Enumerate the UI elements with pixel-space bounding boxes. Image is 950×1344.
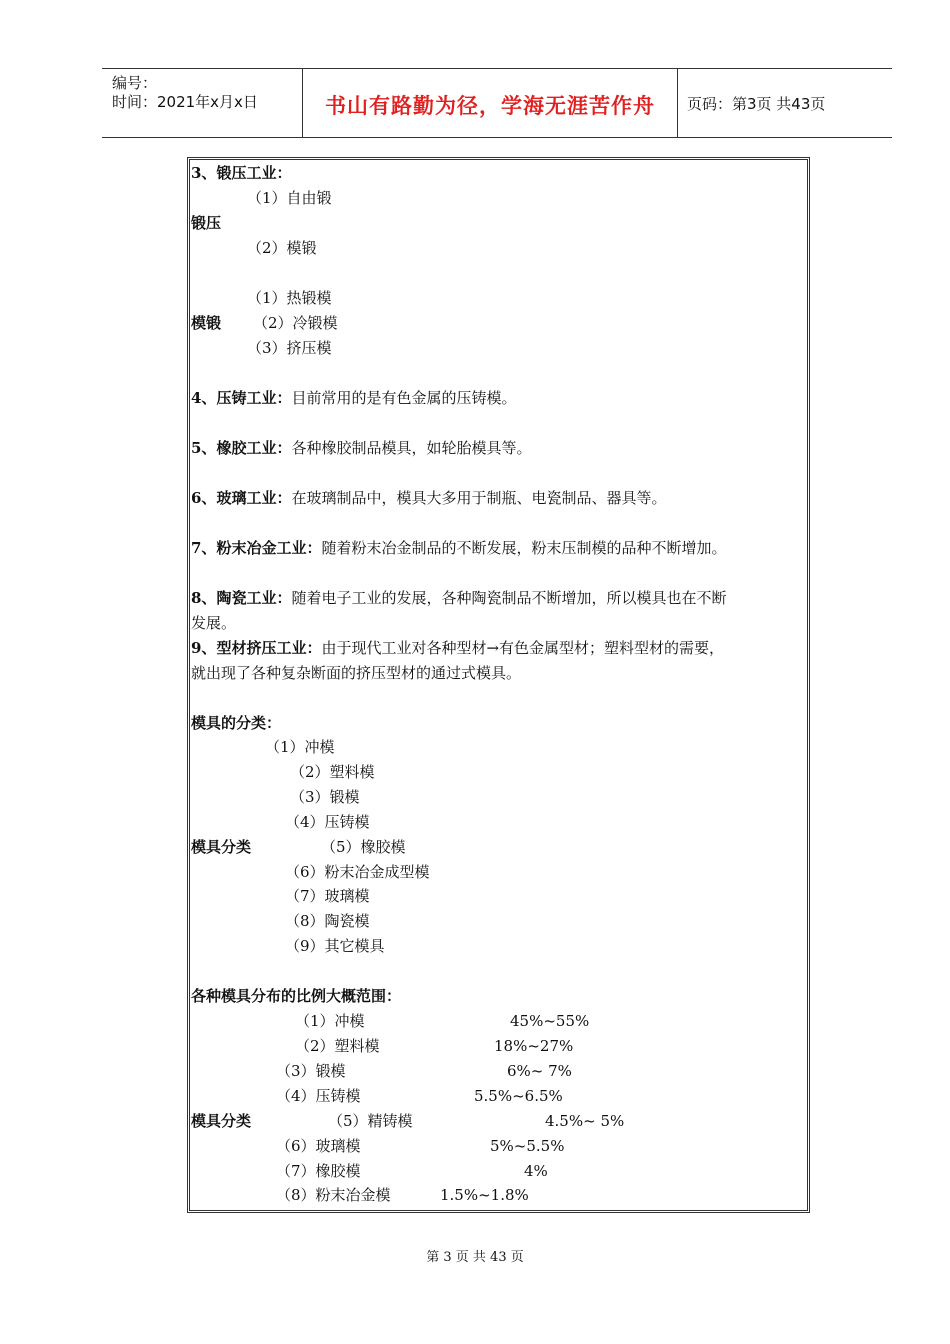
distribution-name: （8）粉末冶金模: [276, 1186, 391, 1204]
industry-text-cont: 就出现了各种复杂断面的挤压型材的通过式模具。: [191, 664, 522, 682]
classification-title: 模具的分类：: [191, 714, 282, 732]
industry-title: 玻璃工业：: [216, 489, 292, 507]
distribution-label: 模具分类: [191, 1112, 252, 1130]
distribution-title: 各种模具分布的比例大概范围：: [191, 987, 402, 1005]
industry-num: 9、: [191, 639, 217, 657]
distribution-pct: 4.5%~ 5%: [545, 1112, 625, 1130]
distribution-name: （2）塑料模: [295, 1037, 380, 1055]
classification-item: （1）冲模: [265, 738, 335, 756]
distribution-pct: 18%~27%: [494, 1037, 574, 1055]
industry-num: 8、: [191, 589, 217, 607]
distribution-pct: 5%~5.5%: [490, 1137, 565, 1155]
industry-num: 7、: [191, 539, 217, 557]
classification-item: （2）塑料模: [290, 763, 375, 781]
forging-die: （2）模锻: [247, 239, 317, 257]
classification-item: （4）压铸模: [285, 813, 370, 831]
motto: 书山有路勤为径，学海无涯苦作舟: [325, 94, 655, 118]
forging-heading-num: 3、: [191, 164, 217, 182]
industry-text: 由于现代工业对各种型材→有色金属型材；塑料型材的需要，: [321, 639, 725, 657]
classification-item: （5）橡胶模: [321, 838, 406, 856]
forging-free: （1）自由锻: [247, 189, 332, 207]
industry-num: 4、: [191, 389, 217, 407]
distribution-name: （3）锻模: [276, 1062, 346, 1080]
industry-title: 陶瓷工业：: [216, 589, 292, 607]
industry-title: 压铸工业：: [216, 389, 292, 407]
forging-heading-title: 锻压工业：: [216, 164, 292, 182]
distribution-name: （5）精铸模: [328, 1112, 413, 1130]
forging-cold: （2）冷锻模: [253, 314, 338, 332]
die-forging-label: 模锻: [191, 314, 222, 332]
classification-item: （3）锻模: [290, 788, 360, 806]
distribution-pct: 5.5%~6.5%: [474, 1087, 563, 1105]
industry-text: 在玻璃制品中，模具大多用于制瓶、电瓷制品、器具等。: [291, 489, 667, 507]
page-header: [102, 68, 892, 138]
page-footer: 第 3 页 共 43 页: [426, 1250, 524, 1265]
industry-num: 6、: [191, 489, 217, 507]
header-page-cell: [677, 69, 892, 137]
distribution-pct: 45%~55%: [510, 1012, 590, 1030]
header-motto-cell: [302, 69, 678, 137]
time-line: 时间：2021年x月x日: [112, 93, 258, 111]
industry-item: [191, 588, 726, 608]
classification-item: （8）陶瓷模: [285, 912, 370, 930]
distribution-name: （7）橡胶模: [276, 1162, 361, 1180]
distribution-pct: 4%: [524, 1162, 548, 1180]
industry-item: [191, 438, 531, 458]
forging-hot: （1）热锻模: [247, 289, 332, 307]
industry-text: 目前常用的是有色金属的压铸模。: [291, 389, 517, 407]
forging-heading: [191, 163, 291, 183]
classification-item: （7）玻璃模: [285, 887, 370, 905]
industry-title: 橡胶工业：: [216, 439, 292, 457]
distribution-name: （4）压铸模: [276, 1087, 361, 1105]
industry-text: 各种橡胶制品模具，如轮胎模具等。: [291, 439, 532, 457]
forging-extrude: （3）挤压模: [247, 339, 332, 357]
number-label: 编号：: [112, 74, 158, 92]
forging-label: 锻压: [191, 214, 222, 232]
industry-text: 随着电子工业的发展，各种陶瓷制品不断增加，所以模具也在不断: [291, 589, 727, 607]
distribution-name: （1）冲模: [295, 1012, 365, 1030]
distribution-pct: 6%~ 7%: [507, 1062, 572, 1080]
classification-item: （6）粉末冶金成型模: [285, 863, 430, 881]
industry-title: 粉末冶金工业：: [216, 539, 322, 557]
distribution-name: （6）玻璃模: [276, 1137, 361, 1155]
industry-item: [191, 388, 516, 408]
distribution-pct: 1.5%~1.8%: [440, 1186, 529, 1204]
industry-text: 随着粉末冶金制品的不断发展，粉末压制模的品种不断增加。: [321, 539, 727, 557]
classification-label: 模具分类: [191, 838, 252, 856]
industry-item: [191, 488, 666, 508]
industry-item: [191, 538, 726, 558]
industry-title: 型材挤压工业：: [216, 639, 322, 657]
industry-num: 5、: [191, 439, 217, 457]
industry-item: [191, 638, 724, 658]
page-info: 页码：第3页 共43页: [687, 95, 826, 113]
industry-text-cont: 发展。: [191, 614, 237, 632]
header-meta-cell: [102, 69, 302, 137]
classification-item: （9）其它模具: [285, 937, 385, 955]
